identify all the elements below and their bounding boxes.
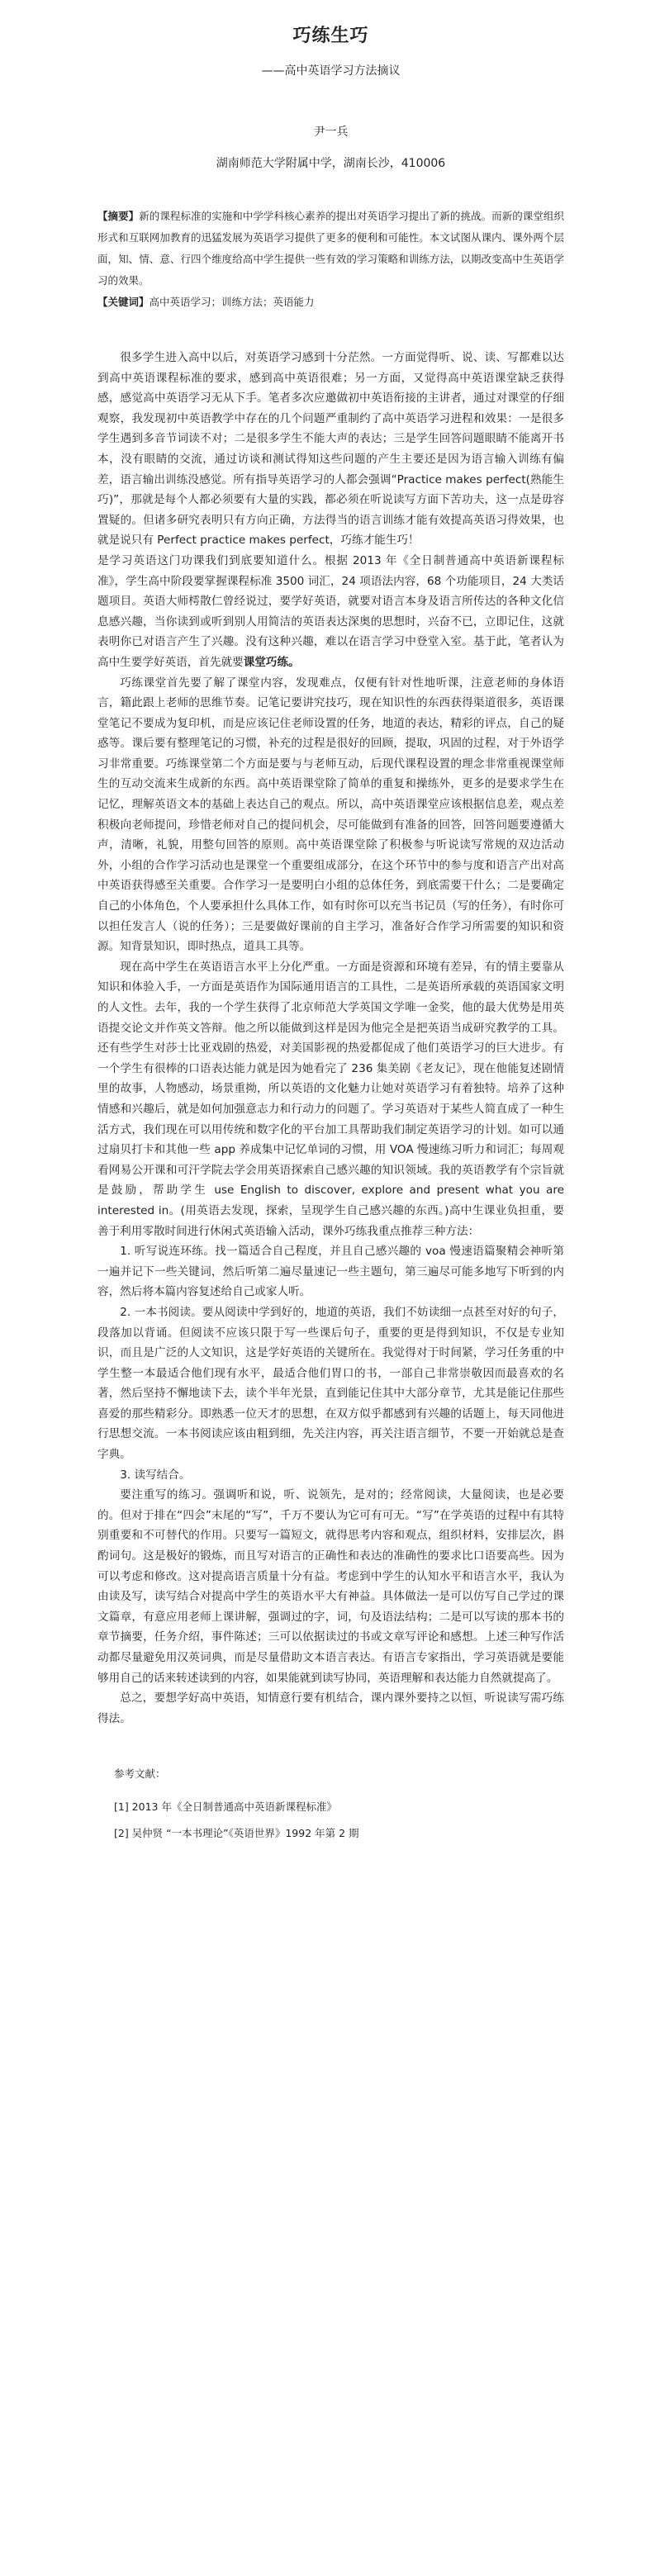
abstract-paragraph [97,206,564,292]
body-paragraph-3: 巧练课堂首先要了解了课堂内容，发现难点，仅便有针对性地听课，注意老师的身体语言，籍此跟上老师的思维节奏。记笔记要讲究技巧，现在知识性的东西获得渠道很多，英语课堂笔记不要成为复印机，而是应该记住老师设置的任务，地道的表达，精彩的评点，自己的疑惑等。课后要有整理笔记的习惯，补充的过程是很好的回顾，提取，巩固的过程，对于外语学习非常重要。巧练课堂第二个方面是要与与老师互动，后现代课程设置的理念非常重视课堂师生的互动交流来生成新的东西。高中英语课堂除了简单的重复和操练外，更多的是要求学生在记忆，理解英语文本的基础上表达自己的观点。所以，高中英语课堂应该根据信息差，观点差积极向老师提问，珍惜老师对自己的提问机会，尽可能做到有准备的回答，回答问题要遵循大声，清晰，礼貌，用整句回答的原则。高中英语课堂除了积极参与听说读写常规的双边活动外，小组的合作学习活动也是课堂一个重要组成部分，在这个环节中的参与度和语言产出对高中英语获得感至关重要。合作学习一是要明白小组的总体任务，到底需要干什么；二是要确定自己的小体角色，个人要承担什么具体工作，如有时你可以充当书记员（写的任务），有时你可以担任发言人（说的任务）；三是要做好课前的自主学习，准备好合作学习所需要的知识和资源。知背景知识，即时热点，道具工具等。 [97,676,564,954]
body-paragraph-5: 要注重写的练习。强调听和说，听、说领先，是对的；经常阅读，大量阅读，也是必要的。但对于排在“四会”末尾的“写”，千万不要认为它可有可无。“写”在学英语的过程中有其特别重要和不可替代的作用。只要写一篇短文，就得思考内容和观点，组织材料，安排层次，斟酌词句。这是极好的锻炼，而且写对语言的正确性和表达的准确性的要求比口语要高些。因为可以考虑和修改。这对提高语言质量十分有益。考虑到中学生的认知水平和语言水平，我认为由读及写，读写结合对提高中学生的英语水平大有神益。具体做法一是可以仿写自己学过的课文篇章，有意应用老师上课讲解，强调过的字，词，句及语法结构；二是可以写读的那本书的章节摘要，任务介绍，事件陈述；三可以依据读过的书或文章写评论和感想。上述三种写作活动都尽量避免用汉英词典，而是尽量借助文本语言表达。有语言专家指出，学习英语就是要能够用自己的话来转述读到的内容，如果能就到读写协同，英语理解和表达能力自然就提高了。 [97,1488,564,1685]
abstract-section [97,206,564,313]
reference-item: [2] 吴仲贤 “一本书理论”《英语世界》1992 年第 2 期 [114,1827,359,1840]
method-list [97,1241,564,1485]
body-paragraph-1: 很多学生进入高中以后，对英语学习感到十分茫然。一方面觉得听、说、读、写都难以达到高中英语课程标准的要求，感到高中英语很难；另一方面，又觉得高中英语课堂缺乏获得感，感觉高中英语学习无从下手。笔者多次应邀做初中英语衔接的主讲者，通过对课堂的仔细观察，我发现初中英语教学中存在的几个问题严重制约了高中英语学习进程和效果：一是很多学生遇到多音节词读不对；二是很多学生不能大声的表达；三是学生回答问题眼睛不能离开书本，没有眼睛的交流，通过访谈和测试得知这些问题的产生主要还是因为语言输入训练有偏差，语言输出训练没感觉。所有指导英语学习的人都会强调“Practice makes perfect(熟能生巧)”，那就是每个人都必须要有大量的实践，都必须在听说读写方面下苦功夫，这一点是毋容置疑的。但诸多研究表明只有方向正确，方法得当的语言训练才能有效提高英语习得效果，也就是说只有 Perfect practice makes perfect，巧练才能生巧！ [97,351,564,548]
keywords-label: 【关键词】 [97,296,150,308]
method-item-1: 1. 听写说连环练。找一篇适合自己程度，并且自己感兴趣的 voa 慢速语篇聚精会神听第一遍并记下一些关键词，然后听第二遍尽量速记一些主题句，第三遍尽可能多地写下听到的内容，然后将本篇内容复述给自己或家人听。 [97,1245,564,1299]
abstract-text: 新的课程标准的实施和中学学科核心素养的提出对英语学习提出了新的挑战。而新的课堂组织形式和互联网加教育的迅猛发展为英语学习提供了更多的便利和可能性。本文试图从课内、课外两个层面，知、情、意、行四个维度给高中学生提供一些有效的学习策略和训练方法，以期改变高中生英语学习的效果。 [97,210,564,287]
body-paragraph-2-text: 是学习英语这门功课我们到底要知道什么。根据 2013 年《全日制普通高中英语新课程标准》，学生高中阶段要掌握课程标准 3500 词汇，24 项语法内容，68 个功能项目，24 大类话题项目。英语大师樗散仁曾经说过，要学好英语，就要对语言本身及语言所传达的各种文化信息感兴趣，当你读到或听到别人用简洁的英语表达深奥的思想时，兴奋不已，立即记住，这就表明你已对语言产生了兴趣。没有这种兴趣，难以在语言学习中登堂入室。基于此，笔者认为高中生要学好英语，首先就要 [97,553,564,669]
abstract-label: 【摘要】 [97,210,140,222]
paper-body [97,348,564,1729]
author-affiliation: 湖南师范大学附属中学，湖南长沙，410006 [216,157,446,170]
paper-title: 巧练生巧 [292,26,369,46]
method-item-3: 3. 读写结合。 [120,1468,191,1482]
body-paragraph-6: 总之，要想学好高中英语，知情意行要有机结合，课内课外要持之以恒，听说读写需巧练得法。 [97,1691,564,1725]
references-title: 参考文献： [114,1767,166,1781]
references-section [97,1763,564,1844]
body-paragraph-2-emphasis: 课堂巧练。 [243,655,300,669]
author-name: 尹一兵 [313,126,349,139]
keywords-paragraph [97,292,564,313]
reference-item: [1] 2013 年《全日制普通高中英语新课程标准》 [114,1800,337,1814]
method-item-2: 2. 一本书阅读。要从阅读中学到好的，地道的英语，我们不妨读细一点甚至对好的句子，段落加以背诵。但阅读不应该只限于写一些课后句子，重要的更是得到知识，不仅是专业知识，而且是广泛的人文知识，这是学好英语的关键所在。我觉得对于时间紧，学习任务重的中学生整一本最适合他们现有水平，最适合他们胃口的书，一部自己非常崇敬因而最喜欢的名著，然后坚持不懈地读下去，读个半年光景，直到能记住其中大部分章节，尤其是能记住那些喜爱的那些精彩分。即熟悉一位天才的思想，在双方似乎都感到有兴趣的话题上，每天同他进行思想交流。一本书阅读应该由粗到细，先关注内容，再关注语言细节，不要一开始就总是查字典。 [97,1305,564,1462]
body-paragraph-2 [97,551,564,673]
body-paragraph-4: 现在高中学生在英语语言水平上分化严重。一方面是资源和环境有差异，有的情主要靠从知识和体验入手，一方面是英语作为国际通用语言的工具性，二是英语所承载的英语国家文明的人文性。去年，我的一个学生获得了北京师范大学英国文学唯一金奖，他的最大优势是用英语提交论文并作英文答辩。他之所以能做到这样是因为他完全是把英语当成研究教学的工具。还有些学生对莎士比亚戏剧的热爱，对美国影视的热爱都促成了他们英语学习的巨大进步。有一个学生有很棒的口语表达能力就是因为她看完了 236 集美剧《老友记》，现在他能复述剧情里的故事，人物感动，场景重拗，所以英语的文化魅力让她对英语学习有着独特。培养了这种情感和兴趣后，就是如何加强意志力和行动力的问题了。学习英语对于某些人简直成了一种生活方式，我们现在可以用传统和数字化的平台加工具帮助我们制定英语学习的计划。如可以通过扇贝打卡和其他一些 app 养成集中记忆单词的习惯，用 VOA 慢速练习听力和词汇；每周观看网易公开课和可汗学院去学会用英语探索自己感兴趣的知识领域。我的英语教学有个宗旨就是鼓励，帮助学生 use English to discover, explore and present what you are interested in。(用英语去发现，探索，呈现学生自己感兴趣的东西。)高中生课业负担重，要善于利用零散时间进行休闲式英语输入活动，课外巧练我重点推荐三种方法： [97,960,564,1238]
keywords-text: 高中英语学习；训练方法；英语能力 [149,296,315,308]
paper-subtitle: ——高中英语学习方法摘议 [261,64,401,78]
